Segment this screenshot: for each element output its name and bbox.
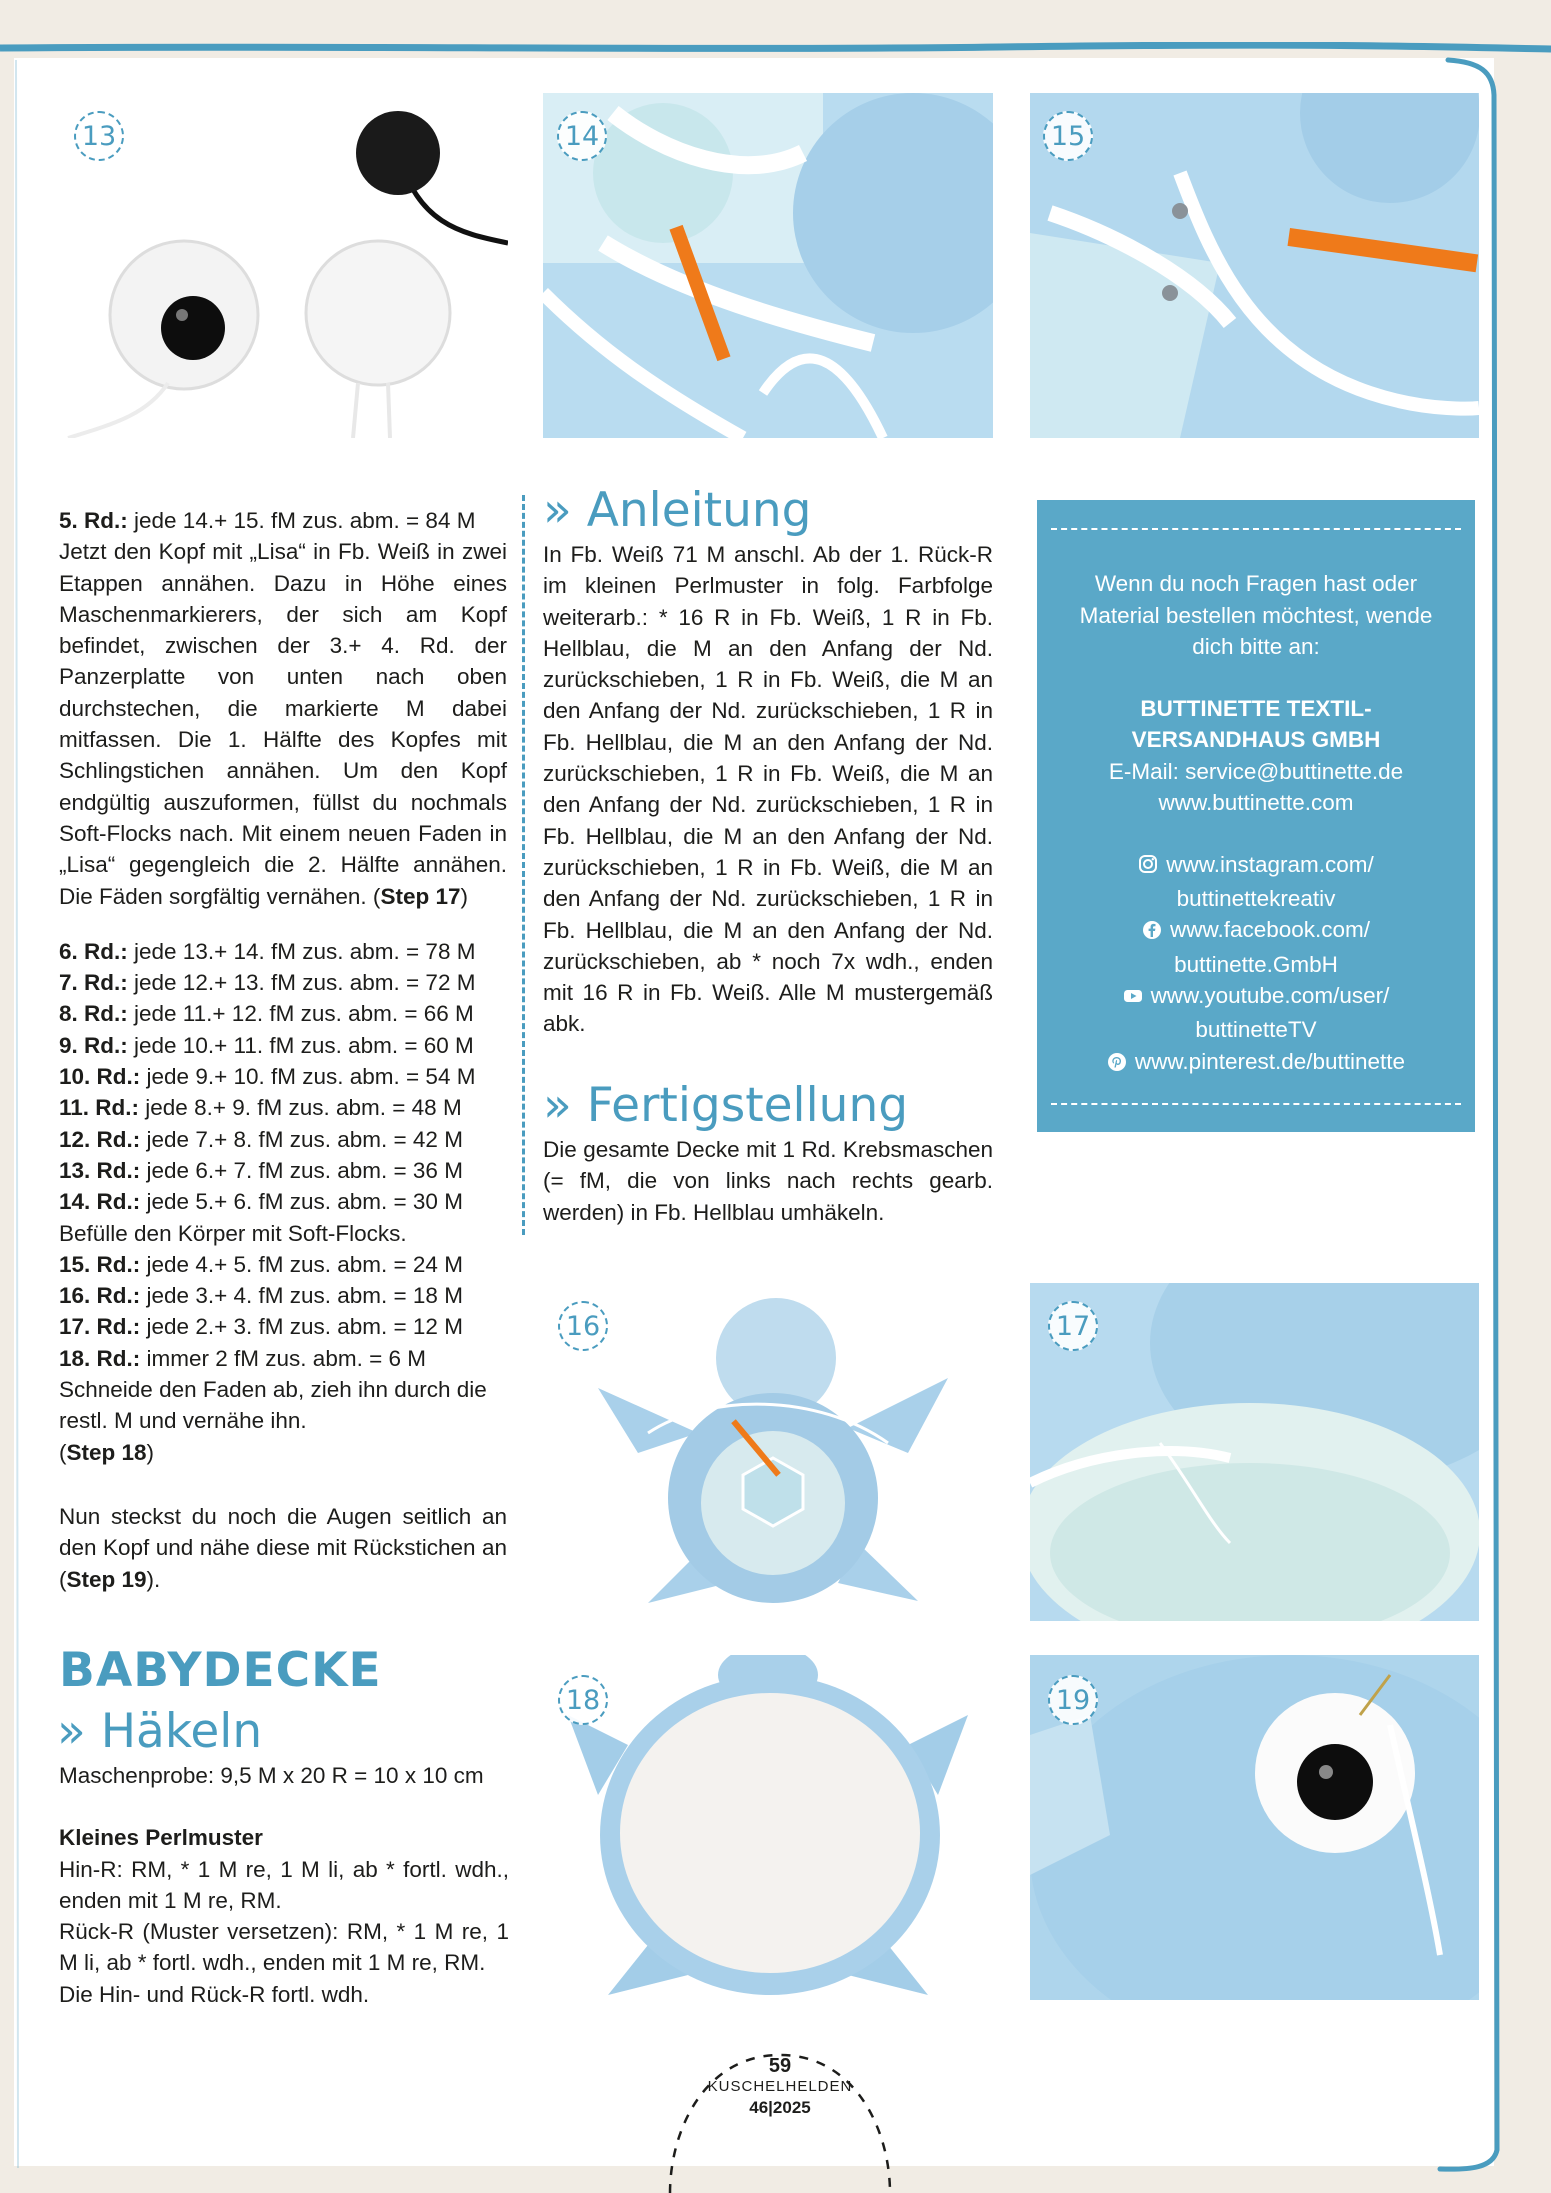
contact-website[interactable]: www.buttinette.com [1158, 790, 1354, 815]
round-row: 17. Rd.: jede 2.+ 3. fM zus. abm. = 12 M [59, 1314, 463, 1340]
photo-step-15 [1030, 93, 1479, 438]
round-row: 15. Rd.: jede 4.+ 5. fM zus. abm. = 24 M [59, 1251, 463, 1277]
column-divider [522, 495, 525, 1235]
cut-note: Schneide den Faden ab, zieh ihn durch die restl. M und vernähe ihn. [59, 1377, 487, 1434]
rueck-r: Rück-R (Muster versetzen): RM, * 1 M re, 1 M li, ab * fortl. wdh., enden mit 1 M re, RM. [59, 1919, 509, 1976]
facebook-icon [1142, 920, 1162, 940]
instagram-handle[interactable]: buttinettekreativ [1176, 885, 1336, 911]
pinterest-link[interactable]: www.pinterest.de/buttinette [1047, 1046, 1465, 1080]
company-line-2: VERSANDHAUS GMBH [1131, 727, 1381, 752]
crochet-hook-photo [1030, 93, 1479, 438]
fertigstellung-heading: » Fertigstellung [543, 1078, 909, 1133]
turtle-underside-photo [558, 1655, 978, 2000]
page-footer [675, 2055, 885, 2119]
step-18-ref: (Step 18) [59, 1439, 155, 1465]
row-5: 5. Rd.: jede 14.+ 15. fM zus. abm. = 84 M [59, 508, 476, 533]
rows-15-to-18 [59, 1249, 507, 1374]
facebook-link[interactable]: www.facebook.com/ [1047, 914, 1465, 948]
contact-intro: Wenn du noch Fragen hast oder Material bestellen möchtest, wende dich bitte an: [1079, 571, 1433, 659]
instagram-link[interactable]: www.instagram.com/ [1047, 849, 1465, 883]
eyes-photo [58, 93, 508, 438]
head-attach-paragraph: Jetzt den Kopf mit „Lisa“ in Fb. Weiß in zwei Etappen annähen. Dazu in Höhe eines Maschenmarkierers, der sich am Kopf befindet, zwischen der 3.+ 4. Rd. der Panzerplatte von unten nach oben durchstechen, die markierte M dabei mitfassen. Die 1. Hälfte des Kopfes mit Schlingstichen annähen. Um den Kopf endgültig auszuformen, füllst du nochmals Soft-Flocks nach. Mit einem neuen Faden in „Lisa“ gegengleich die 2. Hälfte annähen. Die Fäden sorgfältig vernähen. (Step 17) [59, 539, 507, 909]
anleitung-paragraph: In Fb. Weiß 71 M anschl. Ab der 1. Rück-R im kleinen Perlmuster in folg. Farbfolge weiterarb.: * 16 R in Fb. Weiß, 1 R in Fb. Hellblau, die M an den Anfang der Nd. zurückschieben, 1 R in Fb. Weiß, die M an den Anfang der Nd. zurückschieben, 1 R in Fb. Hellblau, die M an den Anfang der Nd. zurückschieben, 1 R in Fb. Weiß, die M an den Anfang der Nd. zurückschieben, 1 R in Fb. Hellblau, die M an den Anfang der Nd. zurückschieben, 1 R in Fb. Weiß, die M an den Anfang der Nd. zurückschieben, 1 R in Fb. Hellblau, die M an den Anfang der Nd. zurückschieben, ab * noch 7x wdh., enden mit 16 R in Fb. Weiß. Alle M mustergemäß abk. [543, 542, 993, 1037]
perlmuster-title: Kleines Perlmuster [59, 1825, 263, 1851]
round-row: 16. Rd.: jede 3.+ 4. fM zus. abm. = 18 M [59, 1283, 463, 1309]
company-line-1: BUTTINETTE TEXTIL- [1140, 695, 1372, 721]
step-badge-18: 18 [558, 1675, 608, 1725]
round-row: 18. Rd.: immer 2 fM zus. abm. = 6 M [59, 1345, 426, 1371]
turtle-assembly-photo [558, 1283, 978, 1621]
photo-step-19 [1030, 1655, 1479, 2000]
top-border-stroke [0, 42, 1551, 54]
head-attach-photo [1030, 1283, 1479, 1621]
round-row: 13. Rd.: jede 6.+ 7. fM zus. abm. = 36 M [59, 1157, 463, 1183]
photo-step-13 [58, 93, 508, 438]
babydecke-column [59, 1760, 509, 2010]
pinterest-icon [1107, 1052, 1127, 1072]
photo-step-14 [543, 93, 993, 438]
round-row: 8. Rd.: jede 11.+ 12. fM zus. abm. = 66 M [59, 1001, 474, 1027]
hin-r: Hin-R: RM, * 1 M re, 1 M li, ab * fortl. wdh., enden mit 1 M re, RM. [59, 1856, 509, 1913]
contact-dash-top [1051, 528, 1461, 530]
fertigstellung-text [543, 1134, 993, 1228]
crochet-seam-photo [543, 93, 993, 438]
contact-box [1037, 500, 1475, 1132]
hin-rueck-repeat: Die Hin- und Rück-R fortl. wdh. [59, 1981, 370, 2007]
youtube-link[interactable]: www.youtube.com/user/ [1047, 980, 1465, 1014]
rows-6-to-14 [59, 936, 507, 1218]
magazine-name: KUSCHELHELDEN [707, 2078, 853, 2095]
fill-note: Befülle den Körper mit Soft-Flocks. [59, 1220, 407, 1246]
round-row: 6. Rd.: jede 13.+ 14. fM zus. abm. = 78 M [59, 938, 476, 964]
anleitung-heading: » Anleitung [543, 483, 812, 538]
photo-step-16 [558, 1283, 978, 1621]
round-row: 14. Rd.: jede 5.+ 6. fM zus. abm. = 30 M [59, 1189, 463, 1215]
page-number: 59 [768, 2055, 792, 2077]
fertigstellung-paragraph: Die gesamte Decke mit 1 Rd. Krebsmaschen (= fM, die von links nach rechts gearb. werden) in Fb. Hellblau umhäkeln. [543, 1137, 993, 1225]
issue-number: 46|2025 [749, 2098, 811, 2117]
step-badge-17: 17 [1048, 1301, 1098, 1351]
round-row: 7. Rd.: jede 12.+ 13. fM zus. abm. = 72 M [59, 970, 476, 996]
youtube-icon [1123, 986, 1143, 1006]
step-badge-16: 16 [558, 1301, 608, 1351]
photo-step-18 [558, 1655, 978, 2000]
round-row: 12. Rd.: jede 7.+ 8. fM zus. abm. = 42 M [59, 1126, 463, 1152]
eyes-note: Nun steckst du noch die Augen seitlich an den Kopf und nähe diese mit Rückstichen an (Step 19). [59, 1503, 507, 1592]
round-row: 9. Rd.: jede 10.+ 11. fM zus. abm. = 60 M [59, 1032, 474, 1058]
step-badge-19: 19 [1048, 1675, 1098, 1725]
contact-dash-bottom [1051, 1103, 1461, 1105]
round-row: 10. Rd.: jede 9.+ 10. fM zus. abm. = 54 M [59, 1064, 476, 1090]
eye-sewing-photo [1030, 1655, 1479, 2000]
round-row: 11. Rd.: jede 8.+ 9. fM zus. abm. = 48 M [59, 1095, 462, 1121]
step-badge-14: 14 [557, 111, 607, 161]
contact-email[interactable]: E-Mail: service@buttinette.de [1108, 758, 1404, 784]
step-badge-13: 13 [74, 111, 124, 161]
maschenprobe: Maschenprobe: 9,5 M x 20 R = 10 x 10 cm [59, 1763, 484, 1788]
babydecke-title: BABYDECKE [59, 1643, 382, 1698]
facebook-handle[interactable]: buttinette.GmbH [1174, 951, 1338, 977]
haekeln-heading: » Häkeln [57, 1704, 263, 1759]
left-column [59, 505, 507, 1595]
photo-step-17 [1030, 1283, 1479, 1621]
step-badge-15: 15 [1043, 111, 1093, 161]
instagram-icon [1138, 854, 1158, 874]
anleitung-text [543, 539, 993, 1040]
youtube-handle[interactable]: buttinetteTV [1195, 1017, 1317, 1043]
